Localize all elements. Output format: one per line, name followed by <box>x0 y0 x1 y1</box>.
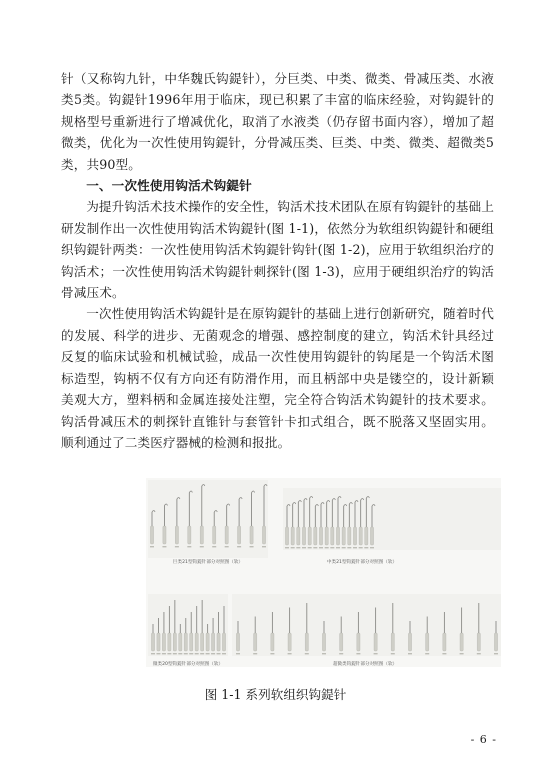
needle-label <box>442 653 446 654</box>
needle-handle <box>211 633 214 651</box>
needle-handle <box>319 527 322 545</box>
needle-handle <box>443 633 446 651</box>
needle-handle <box>308 527 311 545</box>
needle-label <box>237 546 241 547</box>
needle-label <box>364 547 368 548</box>
paragraph-continuation: 针（又称钩九针，中华魏氏钩鍉针），分巨类、中类、微类、骨减压类、水液类5类。钩鍉针1996年用于临床，现已积累了丰富的临床经验，对钩鍉针的规格型号重新进行了增减优化，取消了水液类（仍存留书面内容），增加了超微类，优化为一次性使用钩鍉针，分骨减压类、巨类、中类、微类、超微类5类，共90型。 <box>61 71 494 172</box>
needle-handle <box>254 633 257 651</box>
needle-handle <box>175 526 178 544</box>
needle-handle <box>163 526 166 544</box>
needle-label <box>217 653 221 654</box>
needle-handle <box>297 527 300 545</box>
needle-handle <box>331 527 334 545</box>
needle-handle <box>201 633 204 651</box>
needle-label <box>285 547 289 548</box>
figure-panel-2-caption: 中类21型钩鍉针部分对照图（软） <box>326 560 398 565</box>
needle-label <box>162 653 166 654</box>
needle-handle <box>302 527 305 545</box>
needle-handle <box>238 526 241 544</box>
needle-label <box>175 546 179 547</box>
paragraph-intro: 为提升钩活术技术操作的安全性，钩活术技术团队在原有钩鍉针的基础上研发制作出一次性使用钩活术钩鍉针(图 1-1)，依然分为软组织钩鍉针和硬组织钩鍉针两类：一次性使用钩活术钩鍉针钩针(图 1-2)，应用于软组织治疗的钩活术；一次性使用钩活术钩鍉针刺探针(图 1-3)，应用于硬组织治疗的钩活骨减压术。 <box>61 199 494 301</box>
needle-label <box>339 653 343 654</box>
needle-handle <box>365 527 368 545</box>
needle-handle <box>370 527 373 545</box>
needle-label <box>308 547 312 548</box>
needle-label <box>305 653 309 654</box>
needle-handle <box>374 633 377 651</box>
needle-handle <box>285 527 288 545</box>
needle-label <box>336 547 340 548</box>
needle-label <box>195 653 199 654</box>
needle-handle <box>359 527 362 545</box>
needle-handle <box>262 526 265 544</box>
needle-label <box>408 653 412 654</box>
needle-handle <box>195 633 198 651</box>
needle-label <box>236 653 240 654</box>
needle-label <box>212 546 216 547</box>
needle-label <box>288 653 292 654</box>
figure-panel-1-caption: 巨类21型钩鍉针部分对照图（软） <box>172 560 244 565</box>
needle-label <box>302 547 306 548</box>
needle-label <box>460 653 464 654</box>
needle-handle <box>348 527 351 545</box>
figure-caption: 图 1-1 系列软组织钩鍉针 <box>204 687 347 702</box>
needle-handle <box>336 527 339 545</box>
needle-label <box>330 547 334 548</box>
needle-label <box>325 547 329 548</box>
needle-handle <box>151 633 154 651</box>
needle-label <box>178 653 182 654</box>
needle-label <box>211 653 215 654</box>
figure-panel-3-caption: 微类20型钩鍉针部分对照图（软） <box>152 662 224 667</box>
needle-handle <box>168 633 171 651</box>
needle-handle <box>291 527 294 545</box>
needle-label <box>225 546 229 547</box>
needle-label <box>253 653 257 654</box>
needle-label <box>477 653 481 654</box>
needle-label <box>391 653 395 654</box>
needle-label <box>322 653 326 654</box>
needle-handle <box>225 526 228 544</box>
needle-handle <box>162 633 165 651</box>
needle-handle <box>250 526 253 544</box>
needle-handle <box>342 527 345 545</box>
needle-handle <box>190 633 193 651</box>
needle-label <box>187 546 191 547</box>
needle-label <box>347 547 351 548</box>
needle-handle <box>206 633 209 651</box>
needle-handle <box>494 633 497 651</box>
needle-label <box>291 547 295 548</box>
needle-label <box>319 547 323 548</box>
figure-panel-4-caption: 超微类钩鍉针部分对照图（软） <box>332 662 398 667</box>
needle-label <box>200 546 204 547</box>
needle-handle <box>353 527 356 545</box>
needle-handle <box>188 526 191 544</box>
needle-label <box>250 546 254 547</box>
needle-label <box>151 653 155 654</box>
needle-label <box>359 547 363 548</box>
needle-label <box>184 653 188 654</box>
needle-label <box>353 547 357 548</box>
needle-handle <box>340 633 343 651</box>
needle-label <box>425 653 429 654</box>
needle-handle <box>150 526 153 544</box>
needle-label <box>222 653 226 654</box>
needle-handle <box>391 633 394 651</box>
needle-handle <box>357 633 360 651</box>
needle-label <box>150 546 154 547</box>
needle-handle <box>200 526 203 544</box>
needle-handle <box>222 633 225 651</box>
needle-label <box>342 547 346 548</box>
page-number: - 6 - <box>470 733 497 746</box>
needle-label <box>206 653 210 654</box>
needle-label <box>162 546 166 547</box>
paragraph-detail: 一次性使用钩活术钩鍉针是在原钩鍉针的基础上进行创新研究，随着时代的发展、科学的进步、无菌观念的增强、感控制度的建立，钩活术针具经过反复的临床试验和机械试验，成品一次性使用钩鍉针的钩尾是一个钩活术图标造型，钩柄不仅有方向还有防滑作用，而且柄部中央是镂空的，设计新颖美观大方，塑料柄和金属连接处注塑，完全符合钩活术钩鍉针的技术要求。钩活骨减压术的刺探针直锥针与套管针卡扣式组合，既不脱落又坚固实用。顺利通过了二类医疗器械的检测和报批。 <box>61 306 494 450</box>
needle-handle <box>173 633 176 651</box>
needle-handle <box>325 527 328 545</box>
needle-handle <box>408 633 411 651</box>
needle-handle <box>157 633 160 651</box>
needle-handle <box>236 633 239 651</box>
needle-handle <box>213 526 216 544</box>
figure-panel-1 <box>148 480 268 565</box>
needle-label <box>374 653 378 654</box>
needle-handle <box>477 633 480 651</box>
needle-label <box>296 547 300 548</box>
needle-handle <box>305 633 308 651</box>
needle-handle <box>322 633 325 651</box>
needle-label <box>167 653 171 654</box>
needle-handle <box>271 633 274 651</box>
needle-label <box>173 653 177 654</box>
section-heading: 一、一次性使用钩活术钩鍉针 <box>86 178 252 194</box>
needle-label <box>200 653 204 654</box>
needle-label <box>189 653 193 654</box>
needle-handle <box>179 633 182 651</box>
needle-handle <box>460 633 463 651</box>
needle-label <box>356 653 360 654</box>
needle-handle <box>288 633 291 651</box>
needle-label <box>262 546 266 547</box>
needle-handle <box>217 633 220 651</box>
needle-handle <box>184 633 187 651</box>
needle-handle <box>426 633 429 651</box>
needle-label <box>313 547 317 548</box>
needle-label <box>370 547 374 548</box>
needle-label <box>156 653 160 654</box>
needle-label <box>494 653 498 654</box>
needle-handle <box>314 527 317 545</box>
needle-label <box>270 653 274 654</box>
